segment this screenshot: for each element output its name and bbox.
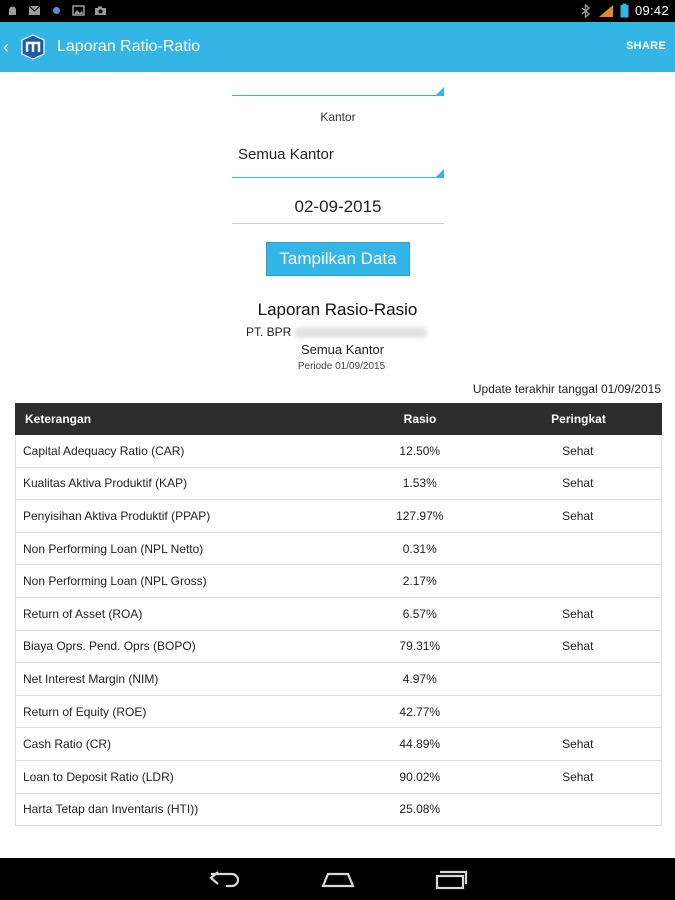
camera-icon (94, 4, 107, 17)
table-row (15, 565, 662, 598)
spinner-arrow-icon (436, 169, 444, 177)
cell-rasio: 6.57% (402, 606, 437, 621)
cell-rasio: 2.17% (402, 574, 437, 589)
table-row (15, 794, 662, 827)
report-company (246, 325, 427, 339)
table-row (15, 435, 662, 468)
clock: 09:42 (634, 3, 669, 18)
header-peringkat: Peringkat (551, 412, 606, 426)
cell-keterangan: Loan to Deposit Ratio (LDR) (23, 769, 174, 784)
cell-rasio: 127.97% (396, 508, 444, 523)
bluetooth-icon (579, 4, 592, 18)
table-row (15, 663, 662, 696)
cell-keterangan: Biaya Oprs. Pend. Oprs (BOPO) (23, 639, 196, 654)
mail-icon (28, 4, 41, 17)
signal-icon (598, 4, 614, 18)
cell-rasio: 42.77% (399, 704, 441, 719)
cell-peringkat: Sehat (562, 769, 594, 784)
cell-peringkat: Sehat (562, 606, 594, 621)
table-row (15, 468, 662, 501)
cell-keterangan: Net Interest Margin (NIM) (23, 671, 159, 686)
action-bar (0, 22, 675, 72)
cell-keterangan: Kualitas Aktiva Produktif (KAP) (23, 476, 188, 491)
cell-rasio: 44.89% (399, 737, 441, 752)
back-nav-icon[interactable] (208, 868, 242, 890)
table-row (15, 500, 662, 533)
kantor-label: Kantor (320, 110, 356, 124)
report-title: Laporan Rasio-Rasio (257, 300, 418, 319)
navigation-bar (0, 858, 675, 900)
report-period: Periode 01/09/2015 (297, 361, 386, 372)
cell-keterangan: Harta Tetap dan Inventaris (HTI)) (23, 802, 199, 817)
cell-peringkat: Sehat (562, 476, 594, 491)
cell-keterangan: Non Performing Loan (NPL Netto) (23, 541, 204, 556)
cell-keterangan: Return of Equity (ROE) (23, 704, 147, 719)
cell-keterangan: Cash Ratio (CR) (23, 737, 112, 752)
android-icon (6, 4, 19, 17)
kantor-spinner[interactable] (232, 136, 444, 178)
header-rasio: Rasio (403, 412, 437, 426)
cell-peringkat: Sehat (562, 443, 594, 458)
last-update: Update terakhir tanggal 01/09/2015 (472, 382, 661, 396)
cell-rasio: 1.53% (402, 476, 437, 491)
spinner-arrow-icon (436, 87, 444, 95)
cell-keterangan: Return of Asset (ROA) (23, 606, 143, 621)
cell-peringkat: Sehat (562, 508, 594, 523)
table-row (15, 533, 662, 566)
table-row (15, 631, 662, 664)
cell-rasio: 4.97% (402, 671, 437, 686)
battery-icon (620, 3, 629, 18)
cell-rasio: 12.50% (399, 443, 441, 458)
share-button[interactable]: SHARE (625, 40, 666, 52)
cell-keterangan: Penyisihan Aktiva Produktif (PPAP) (23, 508, 211, 523)
table-row (15, 761, 662, 794)
redacted-company-name (295, 327, 427, 338)
top-spinner[interactable] (232, 72, 444, 96)
recent-apps-nav-icon[interactable] (434, 868, 468, 890)
back-icon[interactable]: ‹ (3, 37, 9, 57)
cell-keterangan: Non Performing Loan (NPL Gross) (23, 574, 207, 589)
table-row (15, 696, 662, 729)
app-logo-icon[interactable] (20, 34, 46, 60)
status-bar (0, 0, 675, 22)
page-title: Laporan Ratio-Ratio (57, 38, 201, 55)
company-prefix: PT. BPR (246, 325, 292, 339)
table-row (15, 728, 662, 761)
table-header (15, 403, 662, 435)
image-icon (72, 4, 85, 17)
cell-peringkat: Sehat (562, 737, 594, 752)
report-office: Semua Kantor (300, 342, 385, 357)
cell-rasio: 0.31% (402, 541, 437, 556)
cell-keterangan: Capital Adequacy Ratio (CAR) (23, 443, 185, 458)
home-nav-icon[interactable] (320, 868, 356, 890)
header-keterangan: Keterangan (25, 412, 92, 426)
cell-rasio: 79.31% (399, 639, 441, 654)
kantor-spinner-value: Semua Kantor (238, 146, 334, 163)
ratio-table (15, 403, 662, 826)
cell-peringkat: Sehat (562, 639, 594, 654)
date-field[interactable]: 02-09-2015 (232, 190, 444, 224)
cell-rasio: 25.08% (399, 802, 441, 817)
cell-rasio: 90.02% (399, 769, 441, 784)
app-notification-icon (50, 4, 63, 17)
table-row (15, 598, 662, 631)
show-data-button[interactable]: Tampilkan Data (266, 242, 410, 276)
